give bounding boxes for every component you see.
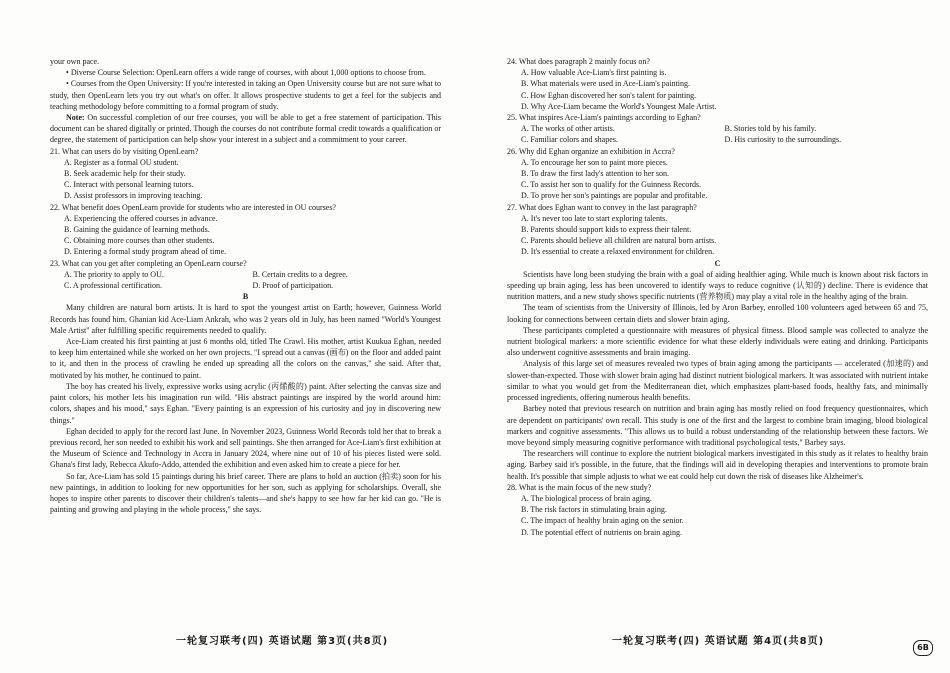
answer-option[interactable]: A. How valuable Ace-Liam's first painting is. [521,68,667,78]
answer-option[interactable]: D. Entering a formal study program ahead of time. [64,247,227,257]
question-stem: 21. What can users do by visiting OpenLearn? [50,146,199,156]
question-25 [507,112,928,146]
question-stem: 27. What does Eghan want to convey in the last paragraph? [507,202,697,212]
answer-option[interactable]: C. Obtaining more courses than other students. [64,236,215,246]
passage-c [507,269,928,482]
question-stem: 22. What benefit does OpenLearn provide for students who are interested in OU courses? [50,202,336,212]
answer-option[interactable]: C. To assist her son to qualify for the Guinness Records. [521,180,702,190]
answer-option[interactable]: D. Why Ace-Liam became the World's Youngest Male Artist. [521,101,717,111]
option-a[interactable]: A. The works of other artists. [521,124,615,134]
option-b[interactable]: B. Certain credits to a degree. [252,269,348,279]
answer-option[interactable]: C. Parents should believe all children are natural born artists. [521,236,717,246]
passage-paragraph: The team of scientists from the University of Illinois, led by Aron Barbey, enrolled 100 volunteers aged between 65 and 75, looking for connections between certain diets and slower brain aging. [507,303,928,324]
answer-option[interactable]: A. Register as a formal OU student. [64,157,179,167]
answer-option[interactable]: C. The impact of healthy brain aging on the senior. [521,516,684,526]
question-stem: 24. What does paragraph 2 mainly focus on? [507,57,650,66]
answer-option[interactable]: A. It's never too late to start exploring talents. [521,213,668,223]
answer-option[interactable]: A. To encourage her son to paint more pieces. [521,157,668,167]
note-paragraph: Note: On successful completion of our free courses, you will be able to get a free statement of participation. This document can be shared digitally or printed. Though the courses do not contribute formal credit towards a qualification or degree, the statement of participation can help show your interest in a subject and a commitment to your career. [50,113,441,145]
answer-option[interactable]: C. Interact with personal learning tutors. [64,180,194,190]
option-d[interactable]: D. His curiosity to the surroundings. [724,135,842,145]
passage-paragraph: Scientists have long been studying the brain with a goal of aiding healthier aging. While much is known about risk factors in speeding up brain aging, less has been uncovered to identify ways to reduce cognitive (认知的) decline. There is evidence that nutrition matters, and a new study shows specific nutrients (营养物质) may play a vital role in the healthy aging of the brain. [507,269,928,302]
answer-option[interactable]: A. The biological process of brain aging. [521,493,652,503]
answer-option[interactable]: D. The potential effect of nutrients on brain aging. [521,527,682,537]
option-c[interactable]: C. A professional certification. [64,281,162,291]
questions-26-27 [507,146,928,258]
answer-option[interactable]: A. Experiencing the offered courses in advance. [64,213,218,223]
answer-option[interactable]: B. The risk factors in stimulating brain aging. [521,505,667,515]
passage-paragraph: Barbey noted that previous research on nutrition and brain aging has mostly relied on food frequency questionnaires, which are dependent on participants' own recall. This study is one of the first and the largest to combine brain imaging, blood biological markers and cognitive assessments. "This allows us to build a robust understanding of the relationship between these factors. We move beyond simply measuring cognitive performance with traditional psychological tests," Barbey says. [507,404,928,447]
question-stem: 23. What can you get after completing an OpenLearn course? [50,258,247,268]
page-footer-left: 一轮复习联考(四) 英语试题 第3页(共8页) [176,636,389,647]
page-footer-right: 一轮复习联考(四) 英语试题 第4页(共8页) [612,636,825,647]
option-c[interactable]: C. Familiar colors and shapes. [521,135,618,145]
question-stem: 26. Why did Eghan organize an exhibition in Accra? [507,146,675,156]
question-23 [50,258,441,292]
option-a[interactable]: A. The priority to apply to OU. [64,269,164,279]
question-28 [507,482,928,538]
section-c-heading: C [714,258,721,268]
answer-option[interactable]: D. To prove her son's paintings are popular and profitable. [521,191,708,201]
section-b-heading: B [242,292,249,302]
questions-21-22 [50,146,441,258]
answer-option[interactable]: B. Gaining the guidance of learning methods. [64,225,210,235]
intro-lines [50,56,441,112]
passage-paragraph: Ace-Liam created his first painting at just 6 months old, titled The Crawl. His mother, artist Kuukua Eghan, needed to keep him entertained while she worked on her own projects. "I spread out a canvas (画布) on the floor and added paint to it, and then in the process of crawling he ended up spreading all the colors on the canvas," she said. After that, motivated by his mother, he continued to paint. [50,337,441,380]
answer-option[interactable]: B. Parents should support kids to express their talent. [521,225,692,235]
question-stem: 28. What is the main focus of the new study? [507,482,652,492]
answer-option[interactable]: D. It's essential to create a relaxed environment for children. [521,247,715,257]
passage-b [50,302,441,515]
answer-option[interactable]: B. To draw the first lady's attention to her son. [521,169,670,179]
passage-paragraph: Eghan decided to apply for the record last June. In November 2023, Guinness World Records told her that to break a previous record, her son needed to exhibit his work and sell paintings. She then arranged for Ace-Liam's first exhibition at the Museum of Science and Technology in Accra in January 2024, where nine out of 10 of his pieces listed were sold. Ghana's first lady, Rebecca Akufo-Addo, attended the exhibition and even asked him to create a piece for her. [50,426,441,470]
passage-paragraph: So far, Ace-Liam has sold 15 paintings during his brief career. There are plans to hold an auction (拍卖) soon for his new paintings, in addition to looking for new opportunities for her son, such as applying for scholarships. Overall, she hopes to inspire other parents to discover their children's talents—and she's happy to see how far her kid can go. "He is painting and growing and playing in the whole process," she says. [50,471,441,515]
passage-paragraph: Analysis of this large set of measures revealed two types of brain aging among the participants — accelerated (加速的) and slower-than-expected. Those with slower brain aging had distinct nutrient biological markers. It was associated with nutrient intake similar to what you would get from the Mediterranean diet, which emphasizes plant-based foods, healthy fats, and minimally processed ingredients, offering numerous health benefits. [507,359,928,403]
passage-paragraph: The boy has created his lively, expressive works using acrylic (丙烯酸的) paint. After selecting the canvas size and paint colors, his mother lets his imagination run wild. "His abstract paintings are inspired by the world around him: colors, shapes and his mood," says Eghan. "Every painting is an expression of his curiosity and joy in discovering new things." [50,381,441,425]
question-24 [507,56,928,112]
page-badge: 6B [913,640,933,656]
passage-paragraph: Many children are natural born artists. It is hard to spot the youngest artist on Earth; however, Guinness World Records has found him. Ghanian kid Ace-Liam Ankrah, who was 2 years old in July, has been named "World's Youngest Male Artist" after fulfilling specific requirements needed to qualify. [50,303,441,335]
option-d[interactable]: D. Proof of participation. [252,281,334,291]
question-stem: 25. What inspires Ace-Liam's paintings according to Eghan? [507,113,701,123]
option-b[interactable]: B. Stories told by his family. [724,124,817,134]
text-line: your own pace. [50,57,100,66]
answer-option[interactable]: B. What materials were used in Ace-Liam's painting. [521,79,691,89]
answer-option[interactable]: C. How Eghan discovered her son's talent for painting. [521,90,697,100]
right-page [475,0,950,673]
answer-option[interactable]: D. Assist professors in improving teaching. [64,191,203,201]
bullet-item: • Diverse Course Selection: OpenLearn offers a wide range of courses, with about 1,000 options to choose from. [50,67,441,78]
passage-paragraph: These participants completed a questionnaire with measures of physical fitness. Blood sample was collected to analyze the nutrient biological markers: a more scientific evidence for what these elderly individuals were eating and drinking. Participants also underwent cognitive assessments and brain imaging. [507,325,928,358]
passage-paragraph: The researchers will continue to explore the nutrient biological markers investigated in this study as it relates to healthy brain aging. Barbey said it's possible, in the future, that the findings will aid in developing therapies and interventions to promote brain health. It's possible that simple adjusts to what we eat could help cut down the risk of diseases like Alzheimer's. [507,449,928,481]
answer-option[interactable]: B. Seek academic help for their study. [64,169,186,179]
bullet-item: • Courses from the Open University: If you're interested in taking an Open University course but are not sure what to study, then OpenLearn lets you try out what's on offer. It allows prospective students to get a feel for the subjects and teaching methodology before committing to a formal program of study. [50,78,441,112]
